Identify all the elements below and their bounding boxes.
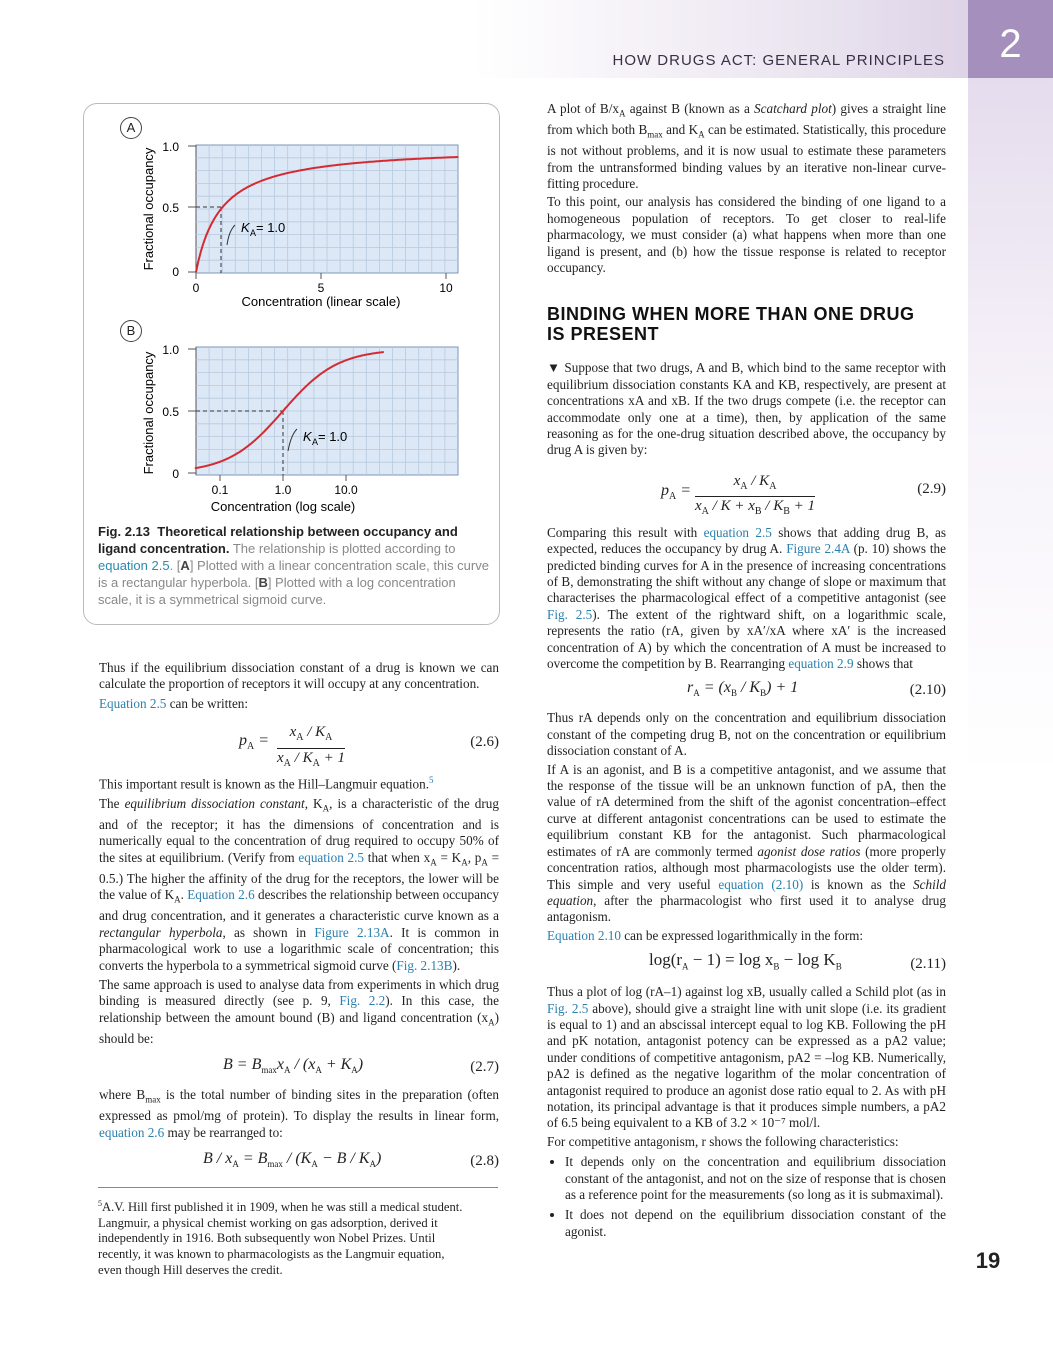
caption-text-3: ] Plotted with a linear concentration scale, this curve is a rectangular hyperbola. [ (98, 558, 489, 590)
right-para-8: Thus a plot of log (rA–1) against log xB, usually called a Schild plot (as in Fig. 2.5 above), should give a straight line with unit slope (i.e. its gradient is equal to 1) and an abscissal intercept equal to log KB. Following the pH and pK notation, antagonist potency can be expressed as a pA2 value; under conditions of competitive antagonism, pA2 = –log KB. Numerically, pA2 is defined as the negative logarithm of the molar concentration of antagonist required to produce an agonist dose ratio equal to 2. As with pH notation, its principal advantage is that it produces simple numbers, a pA2 of 6.5 being equivalent to a KB of 3.2 × 10⁻⁷ mol/l. (547, 984, 947, 1131)
panel-b-xlabel: Concentration (log scale) (210, 499, 356, 514)
link-equation-2-6[interactable]: Equation 2.6 (187, 887, 255, 903)
right-para-2: To this point, our analysis has considered the binding of one ligand to a homogeneous population of receptors. To get closer to real-life pharmacology, we must consider (a) what happens when more than one ligand is present, and (b) how the tissue response is related to receptor occupancy. (547, 194, 946, 275)
panel-a-xtick-2: 5 (317, 281, 325, 295)
panel-a-plot (141, 140, 459, 309)
link-figure-2-13a[interactable]: Figure 2.13A (314, 924, 390, 940)
panel-b-xtick-2: 1.0 (274, 483, 292, 497)
panel-a-xtick-1: 0 (192, 281, 200, 295)
right-para-9: For competitive antagonism, r shows the following characteristics: (547, 1133, 899, 1149)
link-fig-2-2[interactable]: Fig. 2.2 (339, 993, 386, 1009)
link-equation-2-5c[interactable]: equation 2.5 (703, 524, 772, 540)
panel-a-ylabel: Fractional occupancy (141, 147, 156, 271)
link-equation-2-10[interactable]: equation (2.10) (718, 876, 804, 892)
caption-link-eq25[interactable]: equation 2.5 (98, 558, 170, 573)
panel-b-ylabel: Fractional occupancy (141, 351, 156, 475)
right-para-4: Comparing this result with equation 2.5 shows that adding drug B, as expected, reduces the occupancy by drug A. Figure 2.4A (p. 10) shows the predicted binding curves for A in the presence of increasing concentrations of B, demonstrating the shift without any change of slope or maximum that characterises the pharmacological effect of a competitive antagonist (see Fig. 2.5). The extent of the rightward shift, on a logarithmic scale, represents the ratio (rA, given by xA′/xA where xA′ is the increased concentration of A) by which the concentration of A must be increased to overcome the competition by B. Rearranging equation 2.9 shows that (547, 524, 946, 672)
panel-b-ytick-3: 0 (172, 467, 179, 481)
caption-title: Theoretical relationship between occupancy and ligand concentration. (98, 524, 458, 556)
equation-2-9: $p_A$ = $\frac{x_A / K_A}{x_A / K + x_B / K_B + 1}$ (2.9) (661, 472, 946, 518)
eq-2-11-number: (2.11) (910, 956, 946, 973)
link-equation-2-10b[interactable]: Equation 2.10 (547, 927, 621, 943)
figure-graphs (83, 103, 498, 523)
eq-2-9-number: (2.9) (917, 480, 946, 497)
figure-caption (98, 523, 490, 608)
caption-text-4: ] Plotted with a log concentration scale, it is a symmetrical sigmoid curve. (98, 575, 456, 607)
panel-a-ytick-2: 0.5 (162, 201, 179, 215)
caption-a: A (180, 558, 190, 573)
panel-a-annot: = 1.0 (256, 220, 286, 235)
panel-a-annot-sub: A (250, 228, 257, 238)
left-para-3: This important result is known as the Hill–Langmuir equation.$^5$ (99, 775, 434, 792)
panel-b-annot: = 1.0 (318, 429, 348, 444)
panel-a-ytick-3: 0 (172, 265, 179, 279)
right-para-5: Thus rA depends only on the concentration and equilibrium dissociation constant of the competing drug B, not on the concentration or equilibrium dissociation constant of A. (547, 710, 946, 759)
link-equation-2-9[interactable]: equation 2.9 (788, 656, 854, 672)
right-para-7: Equation 2.10 can be expressed logarithmically in the form: (547, 927, 864, 943)
panel-a-xtick-3: 10 (439, 281, 453, 295)
panel-a-xlabel: Concentration (linear scale) (241, 294, 401, 309)
side-band (968, 78, 1053, 1346)
equation-2-10: $r_A = (x_B / K_B) + 1$ (2.10) (687, 679, 946, 699)
page-number: 19 (975, 1248, 1001, 1273)
equation-2-11: $\log(r_A - 1) = \log x_B - \log K_B$ (2.11) (649, 950, 946, 973)
right-column (547, 101, 946, 1244)
equation-2-7: $B = B_{max}x_A / (x_A + K_A)$ (2.7) (223, 1056, 499, 1076)
footnote-mark: 5 (98, 1199, 102, 1208)
running-title: HOW DRUGS ACT: GENERAL PRINCIPLES (612, 52, 945, 69)
panel-b-xtick-3: 10.0 (334, 483, 358, 497)
panel-a-annot-k: K (241, 220, 250, 235)
link-equation-2-5[interactable]: Equation 2.5 (99, 695, 167, 711)
left-column (99, 660, 499, 1177)
panel-label-b: B (120, 320, 142, 342)
panel-b-xtick-1: 0.1 (211, 483, 229, 497)
right-para-1: A plot of $B/x_A$ against B (known as a Scatchard plot) gives a straight line from which both $B_{max}$ and $K_A$ can be estimated. Statistically, this procedure is not without problems, and it is now usual to estimate these parameters from the untransformed binding values by an iterative non-linear curve-fitting procedure. (547, 101, 947, 191)
list-item: • It depends only on the concentration and equilibrium dissociation constant of the antagonist, and not on the size of response that is chosen as a reference point for the measurements (so long as it is submaximal). (565, 1154, 946, 1203)
panel-b-ytick-1: 1.0 (162, 343, 179, 357)
left-para-5: The same approach is used to analyse data from experiments in which drug binding is measured directly (see p. 9, Fig. 2.2). In this case, the relationship between the amount bound (B) and ligand concentration $(x_A)$ should be: (99, 977, 500, 1046)
footnote (98, 1196, 468, 1278)
footnote-ref-5[interactable]: 5 (429, 775, 434, 786)
right-para-3: ▼ Suppose that two drugs, A and B, which bind to the same receptor with equilibrium dissociation constants KA and KB, respectively, are present at concentrations xA and xB. If the two drugs compete (i.e. the receptor can accommodate only one at a time), then, by application of the same reasoning as for the one-drug situation described above, the occupancy by drug A is given by: (547, 360, 946, 458)
link-fig-2-13b[interactable]: Fig. 2.13B (396, 957, 453, 973)
equation-2-8: $B / x_A = B_{max} / (K_A - B / K_A)$ (2.8) (203, 1150, 499, 1170)
footnote-rule (98, 1187, 498, 1188)
caption-text-2: . [ (169, 558, 181, 573)
panel-label-a: A (120, 117, 142, 139)
panel-a-ytick-1: 1.0 (162, 140, 179, 154)
eq-2-8-number: (2.8) (470, 1153, 499, 1170)
panel-b-plot (141, 343, 458, 514)
left-para-2: Equation 2.5 can be written: (99, 695, 249, 711)
equation-2-6: $p_A$ = $\frac{x_A / K_A}{x_A / K_A + 1}$ (2.6) (239, 724, 499, 769)
list-item: • It does not depend on the equilibrium dissociation constant of the agonist. (565, 1207, 946, 1240)
panel-b-ytick-2: 0.5 (162, 405, 179, 419)
caption-b: B (258, 575, 268, 590)
chapter-number: 2 (999, 22, 1022, 66)
eq-2-10-number: (2.10) (909, 682, 946, 699)
caption-label: Fig. 2.13 (98, 524, 151, 539)
footnote-text: A.V. Hill first published it in 1909, when he was still a medical student. Langmuir, a physical chemist working on gas adsorption, derived it independently in 1916. Both subsequently won Nobel Prizes. Until recently, it was known to pharmacologists as the Langmuir equation, even though Hill deserves the credit. (98, 1200, 463, 1277)
right-para-6: If A is an agonist, and B is a competitive antagonist, and we assume that the response of the tissue will be an unknown function of pA, then the value of rA determined from the shift of the agonist concentration–effect curve at different antagonist concentrations can be used to estimate the equilibrium constant KB for the antagonist. Such pharmacological estimates of rA are commonly termed agonist dose ratios (more properly concentration ratios, although most pharmacologists use the older term). This simple and very useful equation (2.10) is known as the Schild equation, after the pharmacologist who first used it to analyse drug antagonism. (547, 761, 946, 925)
left-para-6: where $B_{max}$ is the total number of binding sites in the preparation (often expressed as pmol/mg of protein). To display the results in linear form, equation 2.6 may be rearranged to: (99, 1087, 499, 1140)
section-heading-line-2: IS PRESENT (547, 324, 660, 345)
panel-b-annot-k: K (303, 429, 312, 444)
left-para-1: Thus if the equilibrium dissociation constant of a drug is known we can calculate the proportion of receptors it will occupy at any concentration. (99, 660, 499, 692)
caption-text-1: The relationship is plotted according to (232, 541, 456, 556)
link-fig-2-5[interactable]: Fig. 2.5 (547, 606, 593, 622)
section-heading-line-1: BINDING WHEN MORE THAN ONE DRUG (547, 304, 915, 325)
section-heading (547, 304, 946, 344)
eq-2-7-number: (2.7) (470, 1059, 499, 1076)
link-equation-2-6b[interactable]: equation 2.6 (99, 1124, 165, 1140)
eq-2-6-number: (2.6) (470, 734, 499, 751)
panel-b-annot-sub: A (312, 437, 319, 447)
link-figure-2-4a[interactable]: Figure 2.4A (786, 541, 850, 557)
characteristics-list (547, 1154, 946, 1240)
left-para-4: The equilibrium dissociation constant, $K_A$, is a characteristic of the drug and of the receptor; it has the dimensions of concentration and is numerically equal to the concentration of drug required to occupy 50% of the sites at equilibrium. (Verify from equation 2.5 that when $x_A = K_A$, $p_A = 0.5$.) The higher the affinity of the drug for the receptors, the lower will be the value of $K_A$. Equation 2.6 describes the relationship between occupancy and drug concentration, and it generates a characteristic curve known as a rectangular hyperbola, as shown in Figure 2.13A. It is common in pharmacological work to use a logarithmic scale of concentration; this converts the hyperbola to a symmetrical sigmoid curve (Fig. 2.13B). (99, 796, 500, 973)
chapter-tab (968, 0, 1053, 78)
link-equation-2-5b[interactable]: equation 2.5 (298, 849, 365, 865)
link-fig-2-5b[interactable]: Fig. 2.5 (547, 1000, 589, 1016)
